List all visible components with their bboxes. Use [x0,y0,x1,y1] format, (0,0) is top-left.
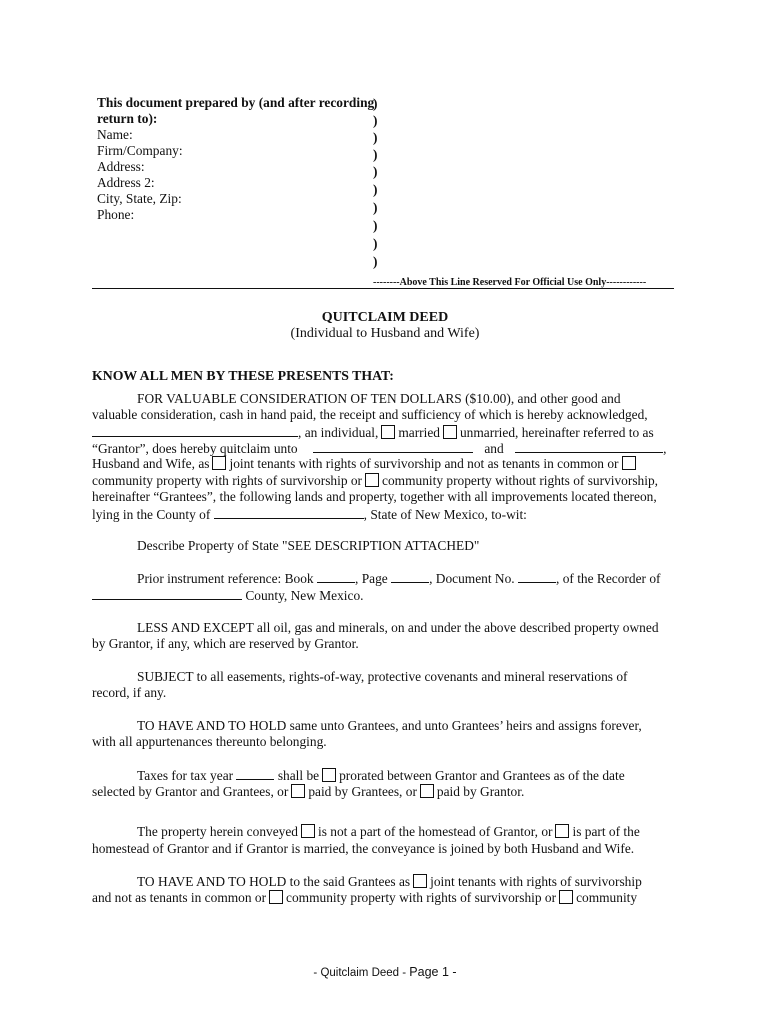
is-homestead-checkbox[interactable] [555,824,569,838]
married-label: married [398,425,440,440]
not-homestead-checkbox[interactable] [301,824,315,838]
text: community property with rights of survivorship or [92,473,363,488]
prorated-checkbox[interactable] [322,768,336,782]
text: community property without rights of survivorship, [382,473,659,488]
text: Prior instrument reference: Book [137,571,314,586]
paren: ) [373,130,378,145]
text: shall be [277,768,320,783]
paren: ) [373,164,378,179]
prior-line2 [92,587,364,604]
paid-by-grantees-checkbox[interactable] [291,784,305,798]
community-survivorship-checkbox[interactable] [622,456,636,470]
p1-line8 [92,506,527,523]
describe-property: Describe Property of State "SEE DESCRIPTION ATTACHED" [137,538,480,553]
unmarried-checkbox[interactable] [443,425,457,439]
p1-line4 [92,440,679,457]
county-field[interactable] [214,506,364,519]
document-no-field[interactable] [518,570,556,583]
paren: ) [373,218,378,233]
text: prorated between Grantor and Grantees as of the date [339,768,625,783]
text: community [576,890,638,905]
tax-year-field[interactable] [236,767,274,780]
hold-community-checkbox[interactable] [559,890,573,904]
text: and not as tenants in common or [92,890,267,905]
paren: ) [373,113,378,128]
know-all-heading: KNOW ALL MEN BY THESE PRESENTS THAT: [92,368,394,383]
habendum-line1: TO HAVE AND TO HOLD same unto Grantees, and unto Grantees’ heirs and assigns forever, [137,718,642,733]
page-field[interactable] [391,570,429,583]
text: , [663,441,667,456]
taxes-line2 [92,784,524,800]
grantor-name-field[interactable] [92,424,298,437]
text: Taxes for tax year [137,768,234,783]
official-use-line: --------Above This Line Reserved For Official Use Only------------ [373,277,647,288]
paren: ) [373,182,378,197]
community-no-survivorship-checkbox[interactable] [365,473,379,487]
married-checkbox[interactable] [381,425,395,439]
text: joint tenants with rights of survivorship and not as tenants in common or [229,456,619,471]
grantee-wife-field[interactable] [515,440,663,453]
text: , Document No. [429,571,515,586]
hold-joint-tenants-checkbox[interactable] [413,874,427,888]
homestead-line1 [137,824,640,840]
text: selected by Grantor and Grantees, or [92,784,289,799]
text: is part of the [572,824,640,839]
text: The property herein conveyed [137,824,298,839]
city-state-zip-label: City, State, Zip: [97,191,182,206]
text: and [484,441,504,456]
hold2-line1 [137,874,642,890]
firm-label: Firm/Company: [97,143,183,158]
name-label: Name: [97,127,133,142]
p1-line1: FOR VALUABLE CONSIDERATION OF TEN DOLLARS ($10.00), and other good and [137,391,621,406]
paren: ) [373,254,378,269]
less-line2: by Grantor, if any, which are reserved by Grantor. [92,636,359,651]
grantee-husband-field[interactable] [313,440,473,453]
joint-tenants-checkbox[interactable] [212,456,226,470]
p1-line2: valuable consideration, cash in hand paid, the receipt and sufficiency of which is hereby acknowledged, [92,407,648,422]
p1-line7: hereinafter “Grantees”, the following lands and property, together with all improvements located thereon, [92,489,657,504]
subject-line1: SUBJECT to all easements, rights-of-way, protective covenants and mineral reservations of [137,669,628,684]
hold2-line2 [92,890,637,906]
paid-by-grantor-checkbox[interactable] [420,784,434,798]
book-field[interactable] [317,570,355,583]
document-title: QUITCLAIM DEED [321,310,449,325]
address2-label: Address 2: [97,175,155,190]
text: joint tenants with rights of survivorship [430,874,642,889]
text: unmarried, hereinafter referred to as [459,425,654,440]
subject-line2: record, if any. [92,685,167,700]
footer-label: - Quitclaim Deed - [313,967,407,979]
text: community property with rights of survivorship or [286,890,557,905]
text: County, New Mexico. [245,588,364,603]
homestead-line2: homestead of Grantor and if Grantor is married, the conveyance is joined by both Husband and Wife. [92,841,635,856]
text: , an individual, [298,425,379,440]
document-subtitle: (Individual to Husband and Wife) [290,326,480,341]
text: “Grantor”, does hereby quitclaim unto [92,441,298,456]
text: , State of New Mexico, to-wit: [363,507,527,522]
text: paid by Grantees, or [308,784,417,799]
header-divider [92,288,674,289]
page-footer [0,964,770,981]
paren: ) [373,200,378,215]
text: paid by Grantor. [436,784,525,799]
text: , of the Recorder of [556,571,661,586]
text: is not a part of the homestead of Grantor, or [318,824,553,839]
return-to-label: return to): [97,111,158,126]
prepared-by-label: This document prepared by (and after recording [97,95,375,110]
address-label: Address: [97,159,145,174]
hold-community-survivorship-checkbox[interactable] [269,890,283,904]
text: , Page [355,571,388,586]
text: lying in the County of [92,507,211,522]
p1-line6 [92,473,658,489]
paren: ) [373,147,378,162]
habendum-line2: with all appurtenances thereunto belonging. [92,734,327,749]
phone-label: Phone: [97,207,135,222]
prior-line1 [137,570,660,587]
paren: ) [373,236,378,251]
less-line1: LESS AND EXCEPT all oil, gas and minerals, on and under the above described property owned [137,620,659,635]
taxes-line1 [137,767,625,784]
recorder-county-field[interactable] [92,587,242,600]
paren: ) [373,96,378,111]
page-number: Page 1 - [409,965,457,979]
text: TO HAVE AND TO HOLD to the said Grantees as [137,874,411,889]
text: Husband and Wife, as [92,456,210,471]
p1-line3 [92,424,654,441]
p1-line5 [92,456,639,472]
